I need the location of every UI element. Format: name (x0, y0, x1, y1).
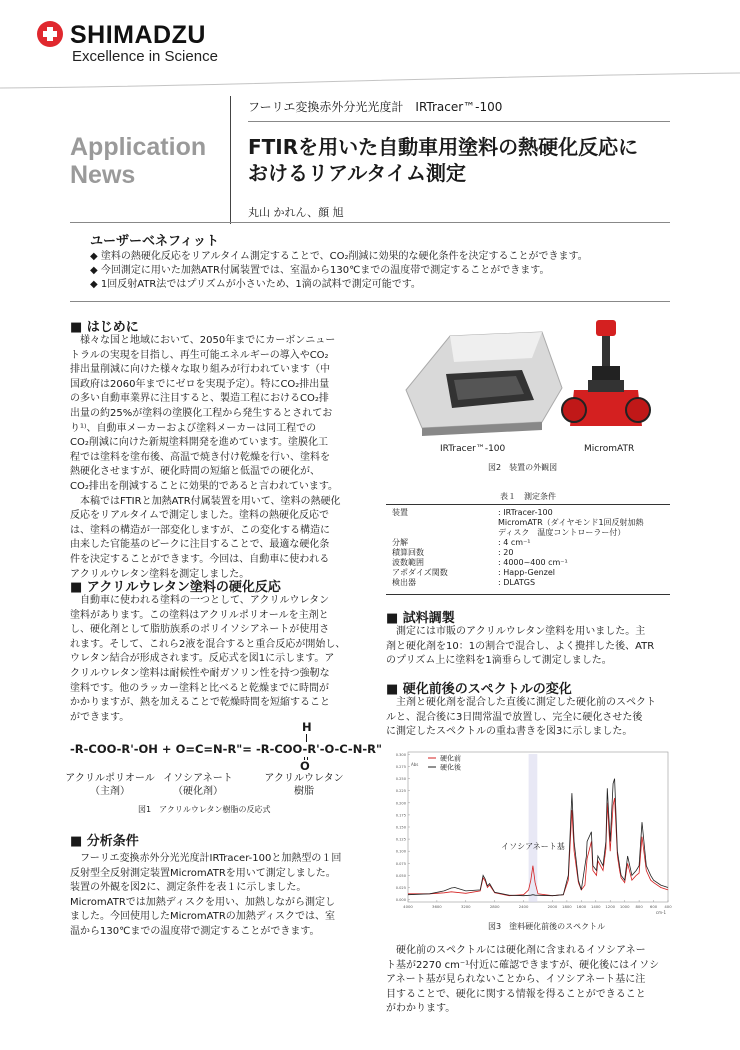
y-tick-label: 0.125 (395, 837, 406, 842)
label-iso-name: イソシアネート (163, 773, 233, 784)
table-key: 分解 (392, 538, 408, 547)
table-key (392, 518, 498, 528)
spectrum-body (386, 696, 670, 740)
page-title (248, 134, 638, 186)
y-tick-label: 0.050 (395, 873, 406, 878)
benefit-item: ◆ 塗料の熱硬化反応をリアルタイム測定することで、CO₂削減に効果的な硬化条件を決定することができます。 (90, 251, 588, 262)
intro-line: は、塗料の構造が一部変化しますが、この変化する構造に (70, 524, 330, 536)
shimadzu-logo-icon (36, 20, 64, 48)
analysis-line: 反射型全反射測定装置MicromATRを用いて測定しました。 (70, 867, 336, 879)
analysis-body (70, 852, 362, 940)
spectrum-line: 主剤と硬化剤を混合した直後に測定した硬化前のスペクト (386, 697, 656, 708)
sample-line: 測定には市販のアクリルウレタン塗料を用いました。主 (386, 626, 646, 637)
table-value: : IRTracer-100 (498, 508, 553, 517)
spectrum-chart (384, 746, 674, 916)
analysis-heading: ■ 分析条件 (70, 834, 139, 849)
acrylic-heading: ■ アクリルウレタン塗料の硬化反応 (70, 580, 281, 595)
table-row (392, 528, 644, 538)
acrylic-line: ウレタン結合が形成されます。反応式を図1に示します。ア (70, 653, 335, 665)
intro-line: 様々な国と地域において、2050年までにカーボンニュー (70, 335, 336, 346)
label-polyol (62, 772, 158, 798)
label-polyol-role: （主剤） (90, 786, 130, 797)
header-bottom-rule (70, 222, 670, 223)
table-key (392, 528, 498, 538)
header-vertical-rule (230, 96, 231, 224)
label-resin (256, 772, 352, 798)
y-tick-label: 0.275 (395, 765, 406, 770)
acrylic-line: 塗料があります。この塗料はアクリルポリオールを主剤と (70, 609, 329, 621)
analysis-line: 装置の外観を図2に、測定条件を表１に示しました。 (70, 882, 307, 894)
label-resin-role: 樹脂 (294, 786, 314, 797)
x-tick-label: 1600 (576, 904, 587, 909)
x-tick-label: 600 (649, 904, 658, 909)
intro-line: 程では塗料を塗布後、高温で焼き付け乾燥を行い、塗料を (70, 451, 330, 463)
intro-line: 件を決定することができます。今回は、自動車に使われる (70, 553, 330, 565)
spectrum-line: に測定したスペクトルの重ね書きを図3に示しました。 (386, 726, 633, 738)
analysis-line: 温から130℃までの温度帯で測定することができます。 (70, 925, 320, 937)
table-value: : Happ-Genzel (498, 568, 556, 577)
table1-top-rule (386, 504, 670, 505)
table-value: MicromATR（ダイヤモンド1回反射加熱 (498, 518, 644, 527)
y-tick-label: 0.200 (395, 801, 406, 806)
x-tick-label: 400 (664, 904, 672, 909)
intro-body (70, 334, 362, 582)
label-iso-role: （硬化剤） (173, 786, 223, 797)
y-tick-label: 0.175 (395, 813, 406, 818)
logo-text: SHIMADZU (70, 21, 206, 49)
title-line1: FTIRを用いた自動車用塗料の熱硬化反応に (248, 135, 639, 159)
equation-h-bond (306, 734, 307, 742)
table-key: 装置 (392, 508, 408, 517)
spectrum-after-line: アネート基が見られないことから、イソシアネート基に注 (386, 974, 646, 986)
table1-bottom-rule (386, 594, 670, 595)
x-tick-label: 1400 (590, 904, 601, 909)
intro-line: 国政府は2060年までにゼロを実現予定）。特にCO₂排出量 (70, 378, 330, 390)
intro-line: の多い自動車業界に注目すると、製造工程におけるCO₂排 (70, 393, 329, 405)
y-tick-label: 0.025 (395, 885, 406, 890)
table-value: : 4000~400 cm⁻¹ (498, 558, 568, 567)
label-micromatr: MicromATR (584, 444, 635, 454)
acrylic-line: し、硬化剤として脂肪族系のポリイソシアネートが使用さ (70, 624, 330, 636)
equation-h: H (302, 720, 312, 734)
intro-heading: ■ はじめに (70, 320, 139, 335)
reaction-equation: -R-COO-R'-OH + O=C=N-R"= -R-COO-R'-O-C-N-R" (70, 742, 382, 756)
y-tick-label: 0.150 (395, 825, 406, 830)
spectrum-line: ルと、混合後に3日間常温で放置し、完全に硬化させた後 (386, 711, 643, 723)
acrylic-line: かかりますが、熱を加えることで乾燥時間を短縮すること (70, 697, 330, 709)
intro-line: CO₂削減に向けた新規塗料開発を進めています。塗膜化工 (70, 437, 329, 449)
conditions-table (392, 508, 644, 588)
x-tick-label: 4000 (403, 904, 413, 909)
benefits-bottom-rule (70, 301, 670, 302)
analysis-line: MicromATRでは加熱ディスクを用い、加熱しながら測定し (70, 896, 335, 908)
y-tick-label: 0.000 (395, 898, 406, 903)
spectrum-after-line: 目することで、硬化に関する情報を得ることができること (386, 988, 646, 1000)
x-tick-label: 3200 (460, 904, 471, 909)
y-tick-label: 0.300 (395, 752, 406, 757)
table-row (392, 548, 644, 558)
intro-line: 熱硬化させますが、硬化時間の短縮と低温での硬化が、 (70, 466, 320, 478)
spectrum-after-line: がわかります。 (386, 1003, 456, 1015)
table1-caption: 表１ 測定条件 (500, 492, 556, 501)
label-irtracer: IRTracer™-100 (440, 444, 506, 454)
isocyanate-highlight (529, 754, 538, 902)
table-row (392, 538, 644, 548)
authors: 丸山 かれん、顔 旭 (248, 206, 344, 219)
analysis-line: フーリエ変換赤外分光光度計IRTracer-100と加熱型の１回 (70, 853, 342, 864)
subtitle-rule (248, 121, 670, 122)
table-row (392, 568, 644, 578)
sample-heading: ■ 試料調製 (386, 611, 455, 626)
benefit-item: ◆ 1回反射ATR法ではプリズムが小さいため、1滴の試料で測定可能です。 (90, 279, 421, 290)
acrylic-line: ができます。 (70, 711, 130, 723)
legend-label: 硬化前 (440, 754, 461, 763)
y-tick-label: 0.100 (395, 849, 406, 854)
x-tick-label: 1000 (619, 904, 630, 909)
label-polyol-name: アクリルポリオール (65, 773, 155, 784)
acrylic-line: 塗料です。他のラッカー塗料と比べると乾燥までに時間が (70, 682, 329, 694)
figure1-caption: 図1 アクリルウレタン樹脂の反応式 (138, 805, 271, 814)
application-news-label (70, 133, 206, 189)
x-axis-label: cm-1 (655, 910, 666, 915)
x-tick-label: 800 (635, 904, 643, 909)
table-row (392, 558, 644, 568)
table-row (392, 578, 644, 588)
intro-line: アクリルウレタン塗料を測定しました。 (70, 568, 250, 580)
intro-line: り¹⁾、自動車メーカーおよび塗料メーカーは同工程での (70, 422, 317, 434)
label-resin-name: アクリルウレタン (264, 773, 344, 784)
table-row (392, 508, 644, 518)
micromatr-instrument-image (562, 320, 650, 426)
table-value: : 4 cm⁻¹ (498, 538, 531, 547)
table-key: アポダイズ関数 (392, 568, 448, 577)
acrylic-body (70, 594, 362, 725)
x-tick-label: 2800 (489, 904, 500, 909)
spectrum-after-line: 硬化前のスペクトルには硬化剤に含まれるイソシアネー (386, 945, 646, 956)
y-tick-label: 0.225 (395, 789, 406, 794)
y-axis-label: Abs (411, 762, 419, 767)
intro-line: 本稿ではFTIRと加熱ATR付属装置を用いて、塗料の熱硬化 (70, 495, 341, 507)
label-isocyanate (158, 772, 238, 798)
intro-line: トラルの実現を目指し、再生可能エネルギーの導入やCO₂ (70, 349, 329, 361)
table-value: : DLATGS (498, 578, 536, 587)
x-tick-label: 3600 (432, 904, 442, 909)
sample-line: 剤と硬化剤を10：1の割合で混合し、よく攪拌した後、ATR (386, 640, 655, 652)
analysis-line: ました。今回使用したMicromATRの加熱ディスクでは、室 (70, 911, 335, 923)
figure3-caption: 図3 塗料硬化前後のスペクトル (488, 922, 606, 931)
intro-line: 排出量削減に向けた様々な取り組みが行われています（中 (70, 364, 330, 376)
table-value: : 20 (498, 548, 514, 557)
spectrum-heading: ■ 硬化前後のスペクトルの変化 (386, 682, 572, 697)
benefits-list (90, 250, 588, 292)
spectrum-after-body (386, 944, 670, 1017)
table-key: 波数範囲 (392, 558, 424, 567)
equation-o: O (300, 759, 310, 773)
application-news-line1: Application (70, 133, 207, 161)
intro-line: 由来した官能基のピークに注目することで、最適な硬化条 (70, 539, 330, 551)
y-tick-label: 0.250 (395, 777, 406, 782)
benefits-heading: ユーザーベネフィット (90, 234, 219, 249)
table-row (392, 518, 644, 528)
legend-label: 硬化後 (440, 763, 461, 772)
x-tick-label: 2000 (547, 904, 558, 909)
x-tick-label: 1200 (605, 904, 616, 909)
title-line2: おけるリアルタイム測定 (248, 161, 466, 185)
x-tick-label: 2400 (518, 904, 529, 909)
acrylic-line: クリルウレタン塗料は耐候性や耐ガソリン性を持つ強靭な (70, 667, 330, 679)
spectrum-after-line: ト基が2270 cm⁻¹付近に確認できますが、硬化後にはイソシ (386, 959, 660, 971)
benefit-item: ◆ 今回測定に用いた加熱ATR付属装置では、室温から130℃までの温度帯で測定することができます。 (90, 265, 550, 276)
table-key: 積算回数 (392, 548, 424, 557)
header-divider-curve (0, 72, 740, 94)
application-news-line2: News (70, 161, 136, 189)
intro-line: 反応をリアルタイムで測定しました。塗料の熱硬化反応で (70, 510, 329, 522)
product-subtitle: フーリエ変換赤外分光光度計 IRTracer™-100 (248, 100, 503, 114)
plot-frame (408, 752, 668, 902)
tagline: Excellence in Science (72, 48, 218, 65)
irtracer-instrument-image (406, 332, 562, 436)
x-tick-label: 1800 (562, 904, 572, 909)
isocyanate-annotation: イソシアネート基 (501, 841, 565, 851)
figure2-caption: 図2 装置の外観図 (488, 463, 558, 472)
sample-line: のプリズム上に塗料を1滴垂らして測定しました。 (386, 655, 612, 667)
y-tick-label: 0.075 (395, 861, 406, 866)
table-value: ディスク 温度コントローラー付） (498, 528, 626, 537)
acrylic-line: 自動車に使われる塗料の一つとして、アクリルウレタン (70, 595, 330, 606)
intro-line: CO₂排出を削減することに効果的であると言われています。 (70, 480, 339, 492)
sample-body (386, 625, 670, 669)
table-key: 検出器 (392, 578, 416, 587)
intro-line: 出量の約25%が塗料の塗膜化工程から発生するとされてお (70, 407, 333, 419)
acrylic-line: れます。そして、これら2液を混合すると重合反応が開始し、 (70, 638, 346, 650)
